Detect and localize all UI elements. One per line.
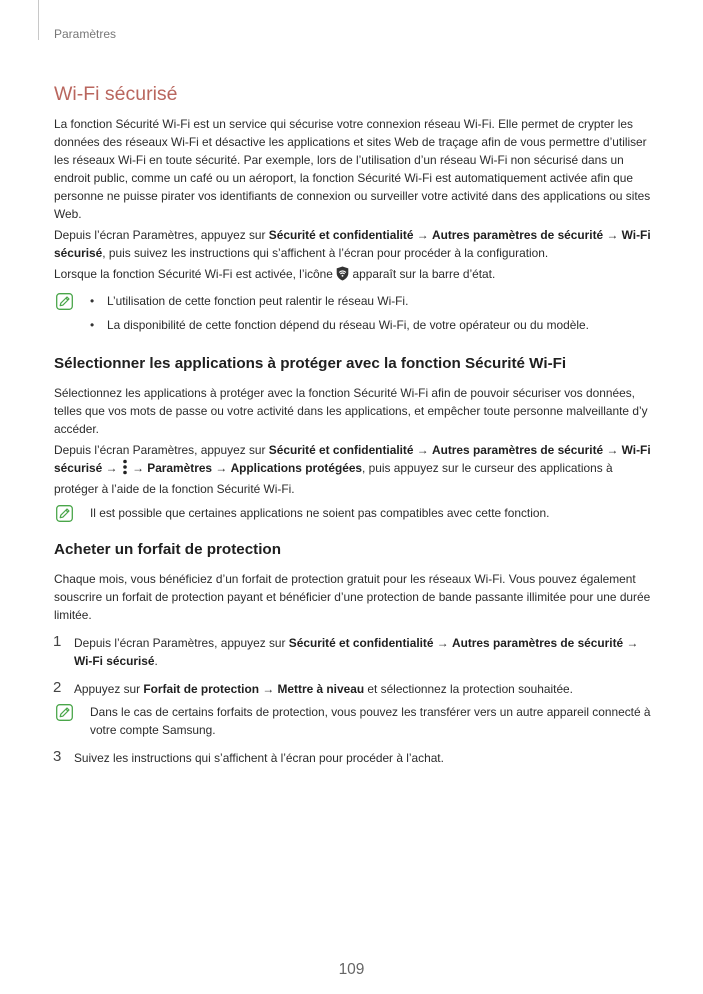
section-heading-protected-apps: Sélectionner les applications à protéger avec la fonction Sécurité Wi-Fi [54,355,567,372]
menu-path-more-security: Autres paramètres de sécurité [432,228,604,242]
note-block [54,292,654,334]
running-header: Paramètres [54,27,117,41]
step-number: 2 [53,679,62,696]
section-heading-buy-plan: Acheter un forfait de protection [54,541,281,558]
section2-instructions: Depuis l’écran Paramètres, appuyez sur Sécurité et confidentialité → Autres paramètres de sécurité → Wi-Fi sécurisé → → Paramètres → Applications protégées, puis appuyez sur le curseur des applications à protéger à l’aide de la fonction Sécurité Wi-Fi. [54,443,651,496]
step-number: 3 [53,748,62,765]
step-3: 3 Suivez les instructions qui s’affichent à l’écran pour procéder à l’achat. [53,748,444,765]
menu-path-security: Sécurité et confidentialité [268,228,414,242]
note-block [54,703,654,739]
header-divider [38,0,39,40]
note-pencil-icon [56,293,73,310]
page-content [54,82,654,772]
more-options-icon [121,459,129,480]
list-item: • L’utilisation de cette fonction peut ralentir le réseau Wi-Fi. [90,292,654,310]
step-number: 1 [53,633,62,650]
wifi-shield-icon [336,266,349,286]
intro-paragraph: La fonction Sécurité Wi-Fi est un service qui sécurise votre connexion réseau Wi-Fi. Elle permet de crypter les données des réseaux Wi-Fi et désactive les applications et sites Web de traçage afin de vous permettre d’utiliser les réseaux Wi-Fi en toute sécurité. Par exemple, lors de l’utilisation d’un réseau Wi-Fi non sécurisé dans un endroit public, comme un café ou un aéroport, la fonction Sécurité Wi-Fi est automatiquement activée afin que personne ne puisse pirater vos identifiants de connexion ou surveiller votre activité dans des applications ou sites Web. [54,117,651,221]
status-icon-paragraph: Lorsque la fonction Sécurité Wi-Fi est activée, l’icône apparaît sur la barre d’état. [54,265,654,286]
page-number: 109 [338,961,365,978]
intro-instructions: Depuis l’écran Paramètres, appuyez sur Sécurité et confidentialité → Autres paramètres de sécurité → Wi-Fi sécurisé, puis suivez les instructions qui s’affichent à l’écran pour procéder à la configuration. [54,228,651,260]
section2-paragraph: Sélectionnez les applications à protéger avec la fonction Sécurité Wi-Fi afin de pouvoir sécuriser vos données, telles que vos mots de passe ou votre activité dans les applications, et empêcher toute personne malveillante d’y accéder. [54,386,648,436]
list-item: • La disponibilité de cette fonction dépend du réseau Wi-Fi, de votre opérateur ou du modèle. [90,316,654,334]
note-text: Dans le cas de certains forfaits de protection, vous pouvez les transférer vers un autre appareil connecté à votre compte Samsung. [90,705,651,737]
note-block [54,504,654,522]
page-title: Wi-Fi sécurisé [54,83,178,105]
step-1: 1 Depuis l’écran Paramètres, appuyez sur Sécurité et confidentialité → Autres paramètres de sécurité → Wi-Fi sécurisé. [53,633,639,668]
step-2: 2 Appuyez sur Forfait de protection → Mettre à niveau et sélectionnez la protection souhaitée. [53,679,573,696]
note-pencil-icon [56,704,73,721]
menu-path-secure-wifi: Wi-Fi sécurisé [54,228,651,260]
note-pencil-icon [56,505,73,522]
note-text: Il est possible que certaines applications ne soient pas compatibles avec cette fonction. [90,506,550,520]
note-list [90,292,654,334]
section3-paragraph: Chaque mois, vous bénéficiez d’un forfait de protection gratuit pour les réseaux Wi-Fi. Vous pouvez également souscrire un forfait de protection payant et bénéficier d’une protection de bande passante illimitée pour une durée limitée. [54,572,651,622]
